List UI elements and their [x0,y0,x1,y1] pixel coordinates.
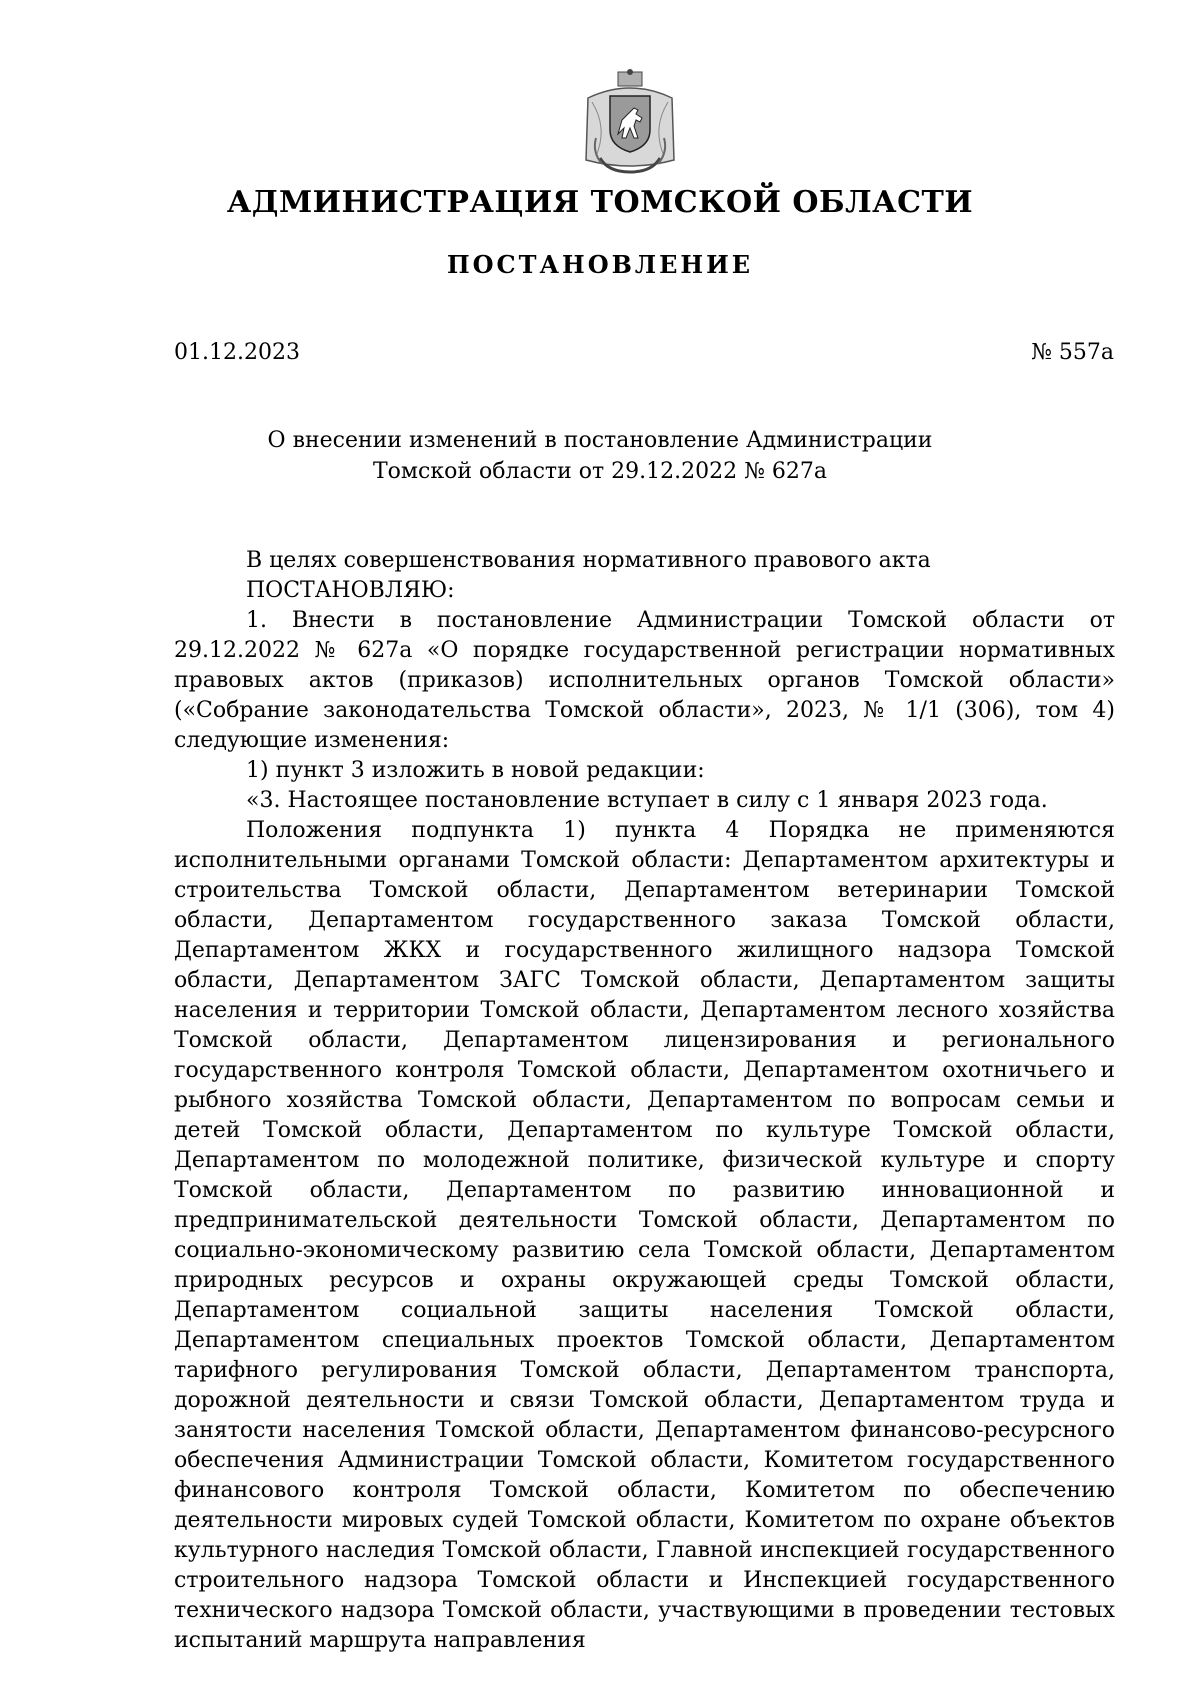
provisions-paragraph: Положения подпункта 1) пункта 4 Порядка не применяются исполнительными органами Томской области: Департаментом архитектуры и строительства Томской области, Департаментом ветеринарии Томской области, Департаментом государственного заказа Томской области, Департаментом ЖКХ и государственного жилищного надзора Томской области, Департаментом ЗАГС Томской области, Департаментом защиты населения и территории Томской области, Департаментом лесного хозяйства Томской области, Департаментом лицензирования и регионального государственного контроля Томской области, Департаментом охотничьего и рыбного хозяйства Томской области, Департаментом по вопросам семьи и детей Томской области, Департаментом по культуре Томской области, Департаментом по молодежной политике, физической культуре и спорту Томской области, Департаментом по развитию инновационной и предпринимательской деятельности Томской области, Департаментом по социально-экономическому развитию села Томской области, Департаментом природных ресурсов и охраны окружающей среды Томской области, Департаментом социальной защиты населения Томской области, Департаментом специальных проектов Томской области, Департаментом тарифного регулирования Томской области, Департаментом транспорта, дорожной деятельности и связи Томской области, Департаментом труда и занятости населения Томской области, Департаментом финансово-ресурсного обеспечения Администрации Томской области, Комитетом государственного финансового контроля Томской области, Комитетом по обеспечению деятельности мировых судей Томской области, Комитетом по охране объектов культурного наследия Томской области, Главной инспекцией государственного строительного надзора Томской области и Инспекцией государственного технического надзора Томской области, участвующими в проведении тестовых испытаний маршрута направления [174,818,1115,1653]
document-body [174,546,1115,1656]
tomsk-oblast-coat-of-arms-icon [578,68,682,178]
document-date: 01.12.2023 [174,340,300,365]
decree-word: ПОСТАНОВЛЯЮ: [246,578,455,603]
quote-paragraph: «3. Настоящее постановление вступает в силу с 1 января 2023 года. [246,788,1048,813]
subject-line-2: Томской области от 29.12.2022 № 627а [372,459,828,484]
document-number: № 557а [1031,340,1114,365]
subject-line-1: О внесении изменений в постановление Администрации [267,428,933,453]
subitem-1-paragraph: 1) пункт 3 изложить в новой редакции: [246,758,705,783]
item-1-paragraph: 1. Внести в постановление Администрации Томской области от 29.12.2022 № 627а «О порядке государственной регистрации нормативных правовых актов (приказов) исполнительных органов Томской области» («Собрание законодательства Томской области», 2023, № 1/1 (306), том 4) следующие изменения: [174,608,1115,753]
document-type: ПОСТАНОВЛЕНИЕ [446,250,754,279]
purpose-paragraph: В целях совершенствования нормативного правового акта [246,548,931,573]
organization-title: АДМИНИСТРАЦИЯ ТОМСКОЙ ОБЛАСТИ [226,185,974,220]
document-subject [0,425,1200,487]
